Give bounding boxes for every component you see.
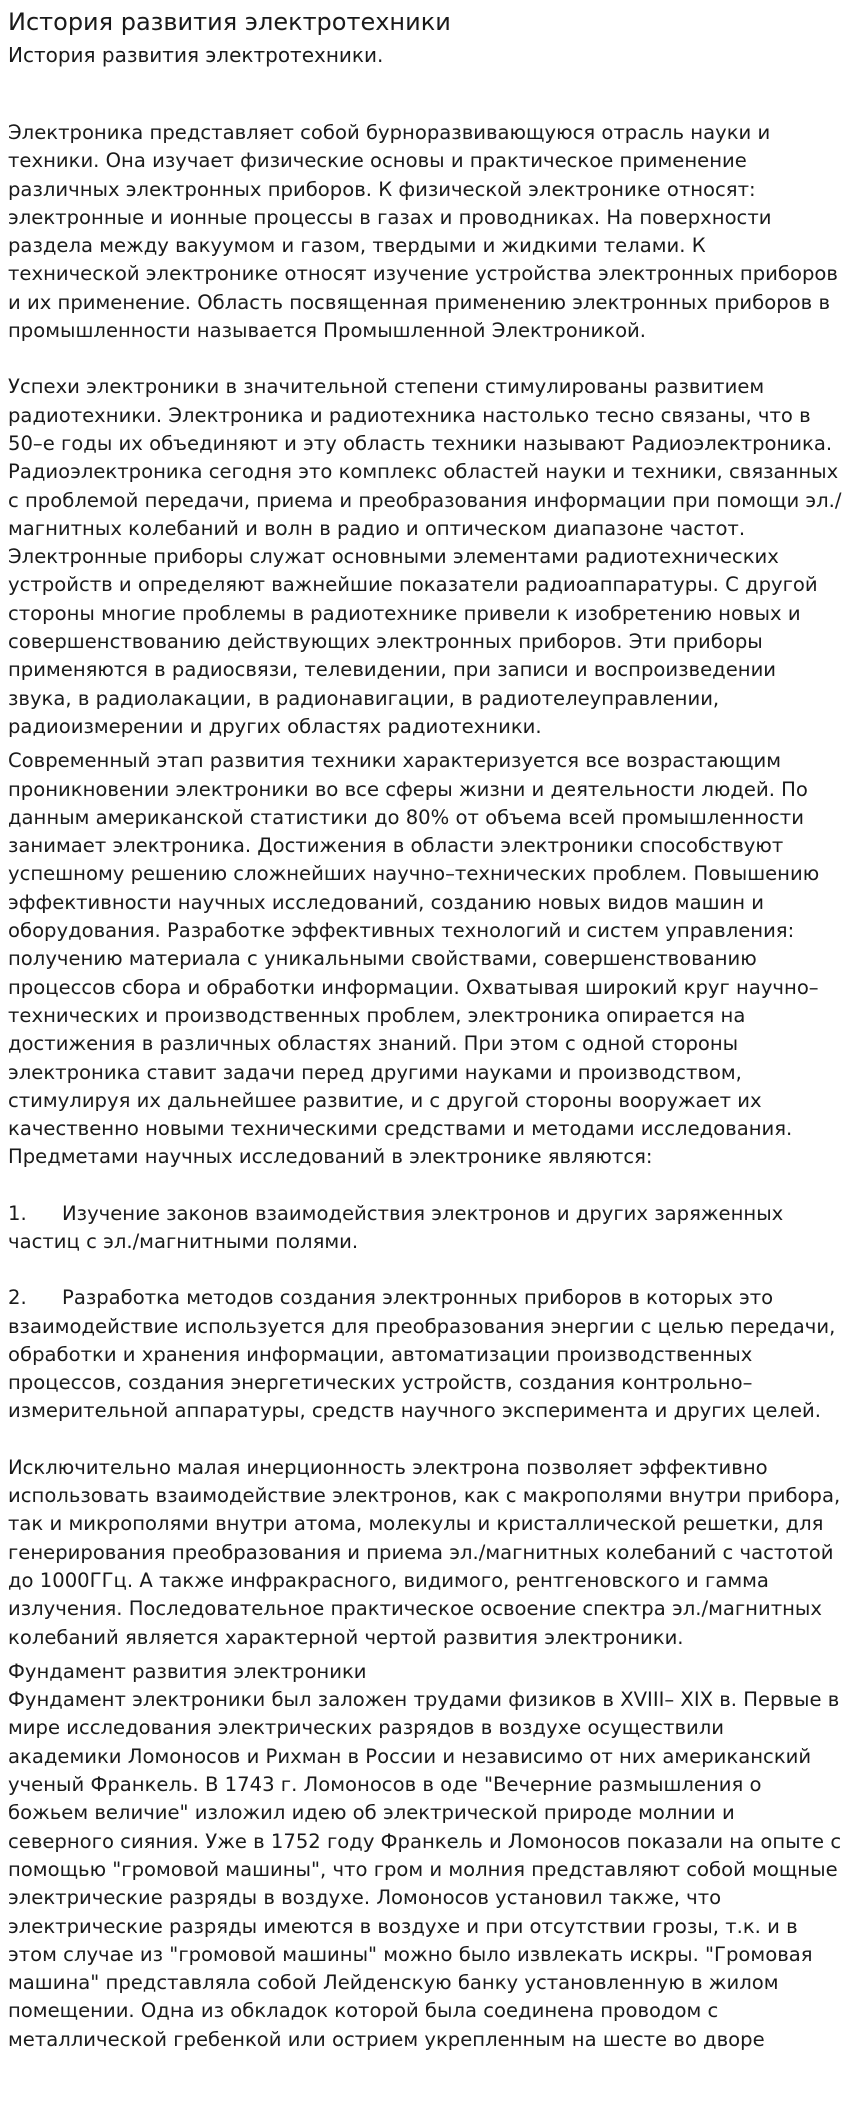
paragraph-modern-stage: Современный этап развития техники характеризуется все возрастающим проникновении электроники во все сферы жизни и деятельности людей. По данным американской статистики до 80% от объема всей промышленности занимает электроника. Достижения в области электроники способствуют успешному решению сложнейших научно–технических проблем. Повышению эффективности научных исследований, созданию новых видов машин и оборудования. Разработке эффективных технологий и систем управления: получению материала с уникальными свойствами, совершенствованию процессов сбора и обработки информации. Охватывая широкий круг научно–технических и производственных проблем, электроника опирается на достижения в различных областях знаний. При этом с одной стороны электроника ставит задачи перед другими науками и производством, стимулируя их дальнейшее развитие, и с другой стороны вооружает их качественно новыми техническими средствами и методами исследования. Предметами научных исследований в электронике являются: [8,749,820,1169]
page-title: История развития электротехники [8,8,451,36]
paragraph-intro: Электроника представляет собой бурноразвивающуюся отрасль науки и техники. Она изучает физические основы и практическое применение различных электронных приборов. К физической электронике относят: электронные и ионные процессы в газах и проводниках. На поверхности раздела между вакуумом и газом, твердыми и жидкими телами. К технической электронике относят изучение устройства электронных приборов и их применение. Область посвященная применению электронных приборов в промышленности называется Промышленной Электроникой. [8,121,838,343]
list-item-text: Изучение законов взаимодействия электронов и других заряженных частиц с эл./магнитными полями. [8,1201,784,1253]
spacer [8,1426,842,1454]
paragraph-foundation: Фундамент электроники был заложен трудами физиков в XVIII– XIX в. Первые в мире исследования электрических разрядов в воздухе осуществили академики Ломоносов и Рихман в России и независимо от них американский ученый Франкель. В 1743 г. Ломоносов в оде "Вечерние размышления о божьем величие" изложил идею об электрической природе молнии и северного сияния. Уже в 1752 году Франкель и Ломоносов показали на опыте с помощью "громовой машины", что гром и молния представляют собой мощные электрические разряды в воздухе. Ломоносов установил также, что электрические разряды имеются в воздухе и при отсутствии грозы, т.к. и в этом случае из "громовой машины" можно было извлекать искры. "Громовая машина" представляла собой Лейденскую банку установленную в жилом помещении. Одна из обкладок которой была соединена проводом с металлической гребенкой или острием укрепленным на шесте во дворе [8,1688,842,2051]
spacer [8,1172,842,1200]
paragraph-radiotechnics: Успехи электроники в значительной степени стимулированы развитием радиотехники. Электроника и радиотехника настолько тесно связаны, что в 50–е годы их объединяют и эту область техники называют Радиоэлектроника. Радиоэлектроника сегодня это комплекс областей науки и техники, связанных с проблемой передачи, приема и преобразования информации при помощи эл./магнитных колебаний и волн в радио и оптическом диапазоне частот. Электронные приборы служат основными элементами радиотехнических устройств и определяют важнейшие показатели радиоаппаратуры. С другой стороны многие проблемы в радиотехнике привели к изобретению новых и совершенствованию действующих электронных приборов. Эти приборы применяются в радиосвязи, телевидении, при записи и воспроизведении звука, в радиолакации, в радионавигации, в радиотелеуправлении, радиоизмерении и других областях радиотехники. [8,375,842,738]
list-item-number: 2. [8,1286,27,1310]
list-item-text: Разработка методов создания электронных приборов в которых это взаимодействие используется для преобразования энергии с целью передачи, обработки и хранения информации, автоматизации производственных процессов, создания энергетических устройств, создания контрольно–измерительной аппаратуры, средств научного эксперимента и других целей. [8,1286,836,1423]
spacer [8,345,842,373]
section-heading: Фундамент развития электроники [8,1659,367,1683]
list-item-number: 1. [8,1201,27,1225]
spacer [8,1256,842,1284]
paragraph-inertia: Исключительно малая инерционность электрона позволяет эффективно использовать взаимодействие электронов, как с макрополями внутри прибора, так и микрополями внутри атома, молекулы и кристаллической решетки, для генерирования преобразования и приема эл./магнитных колебаний с частотой до 1000ГГц. А также инфракрасного, видимого, рентгеновского и гамма излучения. Последовательное практическое освоение спектра эл./магнитных колебаний является характерной чертой развития электроники. [8,1455,841,1649]
list-item [8,1200,842,1257]
page-subtitle: История развития электротехники. [8,43,384,67]
list-item [8,1284,842,1425]
